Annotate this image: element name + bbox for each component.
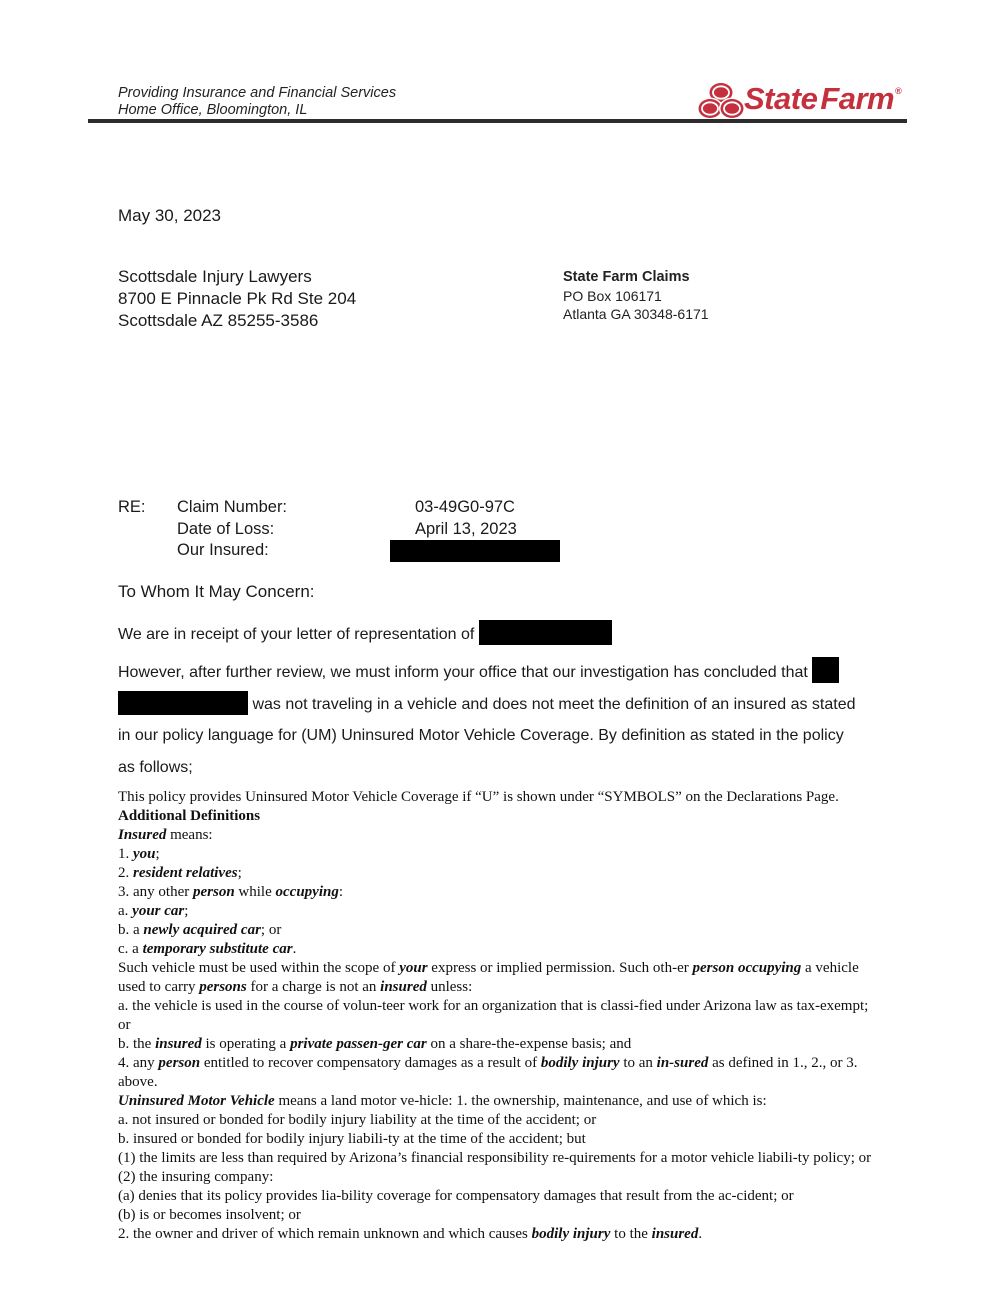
text-segment: or — [118, 1017, 131, 1033]
text-segment: for a charge is not an — [246, 979, 381, 995]
policy-line — [118, 959, 871, 978]
text-segment: in our policy language for (UM) Uninsured Motor Vehicle Coverage. By definition as stated in the policy — [118, 727, 844, 744]
policy-line — [118, 1054, 871, 1073]
policy-line — [118, 997, 871, 1016]
sender-address-line1: PO Box 106171 — [563, 287, 662, 304]
text-segment: you — [133, 846, 156, 862]
policy-line — [118, 978, 871, 997]
text-segment: b. a — [118, 922, 144, 938]
re-claim-number-label: Claim Number: — [177, 498, 288, 516]
re-date-of-loss-label: Date of Loss: — [177, 519, 275, 538]
text-segment: above. — [118, 1074, 158, 1090]
text-segment: insured — [155, 1036, 202, 1052]
text-segment: a. not insured or bonded for bodily injury liability at the time of the accident; or — [118, 1112, 597, 1128]
text-segment: is operating a — [201, 1036, 291, 1052]
text-segment: to the — [610, 1226, 652, 1242]
statefarm-logo — [698, 81, 902, 120]
re-our-insured-label: Our Insured: — [177, 541, 269, 559]
text-segment: (b) is or becomes insolvent; or — [118, 1207, 301, 1223]
text-segment: ; — [184, 903, 189, 919]
policy-line — [118, 940, 871, 959]
text-segment: 2. the owner and driver of which remain unknown and which causes — [118, 1226, 532, 1242]
text-segment: resident relatives — [133, 865, 238, 881]
text-segment: 3. any other — [118, 884, 193, 900]
tagline-line2: Home Office, Bloomington, IL — [118, 102, 308, 118]
logo-word-farm: Farm — [820, 81, 895, 116]
registered-trademark-mark: ® — [895, 86, 902, 96]
policy-line — [118, 1092, 871, 1111]
re-spacer-2 — [118, 540, 177, 564]
text-segment: This policy provides Uninsured Motor Vehicle Coverage if “U” is shown under “SYMBOLS” on the Declarations Page. — [118, 789, 839, 805]
text-segment: means a land motor ve-hicle: 1. the ownership, maintenance, and use of which is: — [274, 1093, 767, 1109]
text-segment: 1. — [118, 846, 133, 862]
redaction-box — [118, 691, 248, 715]
policy-line — [118, 1130, 871, 1149]
policy-line — [118, 902, 871, 921]
text-segment: person — [158, 1055, 201, 1071]
recipient-address-line1: 8700 E Pinnacle Pk Rd Ste 204 — [118, 289, 357, 308]
logo-word-state: State — [744, 81, 818, 116]
text-segment: bodily injury — [540, 1055, 620, 1071]
re-spacer-1 — [118, 519, 177, 541]
text-segment: a. the vehicle is used in the course of volun-teer work for an organization that is classi-fied under Arizona law as tax-exempt; — [118, 998, 869, 1014]
letter-date: May 30, 2023 — [118, 206, 222, 225]
body-paragraph-2 — [118, 657, 856, 783]
text-segment: persons — [199, 979, 247, 995]
text-segment: However, after further review, we must inform your office that our investigation has concluded that — [118, 664, 813, 681]
policy-line — [118, 1073, 871, 1092]
text-segment: insured — [380, 979, 427, 995]
letterhead-tagline — [118, 85, 396, 119]
sender-name: State Farm Claims — [563, 269, 690, 285]
policy-line — [118, 788, 871, 807]
policy-line — [118, 807, 871, 826]
policy-line — [118, 1149, 871, 1168]
text-segment: was not traveling in a vehicle and does not meet the definition of an insured as stated — [248, 695, 856, 713]
re-date-of-loss-value: April 13, 2023 — [415, 519, 517, 538]
letterhead-divider-rule — [88, 119, 907, 123]
re-block — [118, 497, 560, 564]
body-line — [118, 657, 856, 689]
policy-line — [118, 921, 871, 940]
text-segment: as follows; — [118, 758, 193, 776]
policy-line — [118, 826, 871, 845]
text-segment: while — [234, 884, 276, 900]
text-segment: express or implied permission. Such oth-er — [427, 960, 693, 976]
text-segment: Additional Definitions — [118, 808, 261, 824]
text-segment: bodily injury — [531, 1226, 611, 1242]
text-segment: person — [192, 884, 235, 900]
policy-line — [118, 1016, 871, 1035]
text-segment: b. insured or bonded for bodily injury liabili-ty at the time of the accident; but — [118, 1131, 586, 1147]
re-claim-number-value: 03-49G0-97C — [415, 498, 515, 516]
text-segment: temporary substitute car — [142, 941, 293, 957]
text-segment: your — [399, 960, 428, 976]
text-segment: (a) denies that its policy provides lia-bility coverage for compensatory damages that result from the ac-cident; or — [118, 1188, 794, 1204]
text-segment: Such vehicle must be used within the scope of — [118, 960, 400, 976]
text-segment: to an — [619, 1055, 657, 1071]
statefarm-logo-text — [744, 81, 894, 117]
recipient-address-line2: Scottsdale AZ 85255-3586 — [118, 311, 319, 330]
text-segment: 2. — [118, 865, 133, 881]
text-segment: . — [292, 941, 297, 957]
text-segment: private passen-ger car — [290, 1036, 427, 1052]
text-segment: . — [698, 1226, 703, 1242]
text-segment: a. — [118, 903, 133, 919]
text-segment: Insured — [118, 827, 167, 843]
policy-line — [118, 1111, 871, 1130]
text-segment: b. the — [118, 1036, 156, 1052]
text-segment: 4. any — [118, 1055, 159, 1071]
text-segment: entitled to recover compensatory damages as a result of — [200, 1055, 541, 1071]
re-our-insured-value — [415, 540, 560, 564]
salutation: To Whom It May Concern: — [118, 582, 315, 601]
policy-line — [118, 1225, 871, 1244]
policy-line — [118, 883, 871, 902]
body-line — [118, 752, 856, 784]
text-segment: occupying — [275, 884, 339, 900]
policy-line — [118, 1035, 871, 1054]
text-segment: (1) the limits are less than required by Arizona’s financial responsibility re-quirements for a motor vehicle liabili-ty policy; or — [118, 1150, 872, 1166]
policy-line — [118, 845, 871, 864]
text-segment: newly acquired car — [143, 922, 261, 938]
text-segment: used to carry — [118, 979, 200, 995]
body-line — [118, 689, 856, 721]
text-segment: in-sured — [656, 1055, 709, 1071]
policy-excerpt — [118, 788, 871, 1244]
text-segment: ; — [155, 846, 160, 862]
text-segment: as defined in 1., 2., or 3. — [708, 1055, 858, 1071]
recipient-address-block — [118, 266, 356, 332]
text-segment: c. a — [118, 941, 143, 957]
text-segment: insured — [651, 1226, 699, 1242]
text-segment: ; or — [260, 922, 282, 938]
text-segment: on a share-the-expense basis; and — [426, 1036, 632, 1052]
text-segment: person occupying — [692, 960, 802, 976]
recipient-name: Scottsdale Injury Lawyers — [118, 267, 312, 286]
text-segment: : — [338, 884, 343, 900]
text-segment: We are in receipt of your letter of representation of — [118, 626, 479, 643]
body-paragraph-1 — [118, 620, 612, 649]
text-segment: ; — [237, 865, 242, 881]
redaction-box — [390, 540, 560, 562]
redaction-box — [812, 657, 839, 683]
body-line — [118, 720, 856, 752]
text-segment: unless: — [426, 979, 473, 995]
policy-line — [118, 864, 871, 883]
policy-line — [118, 1206, 871, 1225]
text-segment: means: — [166, 827, 213, 843]
tagline-line1: Providing Insurance and Financial Services — [118, 85, 397, 101]
text-segment: a vehicle — [801, 960, 859, 976]
statefarm-trioval-icon — [698, 81, 744, 120]
text-segment: your car — [132, 903, 185, 919]
policy-line — [118, 1168, 871, 1187]
re-label: RE: — [118, 498, 146, 516]
redaction-box — [479, 620, 612, 645]
policy-line — [118, 1187, 871, 1206]
sender-address-line2: Atlanta GA 30348-6171 — [563, 306, 709, 322]
text-segment: (2) the insuring company: — [118, 1169, 274, 1185]
text-segment: Uninsured Motor Vehicle — [118, 1093, 275, 1109]
sender-address-block — [563, 268, 709, 324]
